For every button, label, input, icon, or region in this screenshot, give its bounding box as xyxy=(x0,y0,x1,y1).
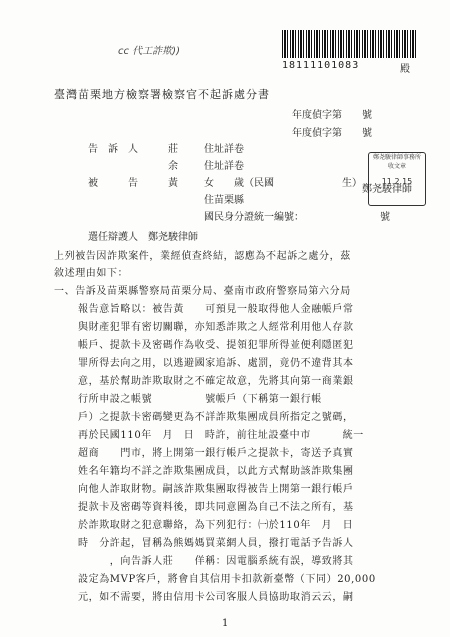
body-line: 設定為MVP客戶，將會自其信用卡扣款新臺幣（下同）20,000 xyxy=(78,574,376,585)
barcode-suffix: 殿 xyxy=(400,64,410,75)
body-line: 帳戶、提款卡及密碼作為收受、提領犯罪所得並便利隱匿犯 xyxy=(78,340,354,351)
body-line: 姓名年籍均不詳之詐欺集團成員，以此方式幫助該詐欺集團 xyxy=(78,466,354,477)
case-number-1: 年度偵字第 號 xyxy=(292,110,372,121)
defense-counsel: 選任辯護人 鄭尧駿律師 xyxy=(88,232,198,243)
defendant-id-suffix: 號 xyxy=(380,212,390,223)
intro-line-1: 上列被告因詐欺案件，業經偵查終結，認應為不起訴之處分，茲 xyxy=(54,251,351,262)
document-title: 臺灣苗栗地方檢察署檢察官不起訴處分書 xyxy=(54,88,270,101)
intro-line-2: 敘述理由如下： xyxy=(54,268,129,279)
defendant-label: 被 告 xyxy=(88,178,138,189)
defendant-address: 住苗栗縣 xyxy=(204,195,244,206)
body-line: 報告意旨略以：被告黃 可預見一般取得他人金融帳戶常 xyxy=(78,304,354,315)
stamp-signature: 鄭尧駿律師 xyxy=(362,184,412,195)
complainant-1-address: 住址詳卷 xyxy=(204,144,244,155)
body-line: 時 分許起，冒稱為熊媽媽買菜網人員，撥打電話予告訴人 xyxy=(78,538,354,549)
body-line: 向他人詐取財物。嗣該詐欺集團取得被告上開第一銀行帳戶 xyxy=(78,484,354,495)
defendant-name: 黃 xyxy=(168,178,178,189)
handwritten-note: cc 代工詐欺)) xyxy=(118,46,180,57)
body-line: 行所申設之帳號 號帳戶（下稱第一銀行帳 xyxy=(78,394,322,405)
received-stamp xyxy=(368,152,426,206)
stamp-line-3: 11.2.15 xyxy=(381,177,413,186)
body-line: 提款卡及密碼等資料後，即共同意圖為自己不法之所有，基 xyxy=(78,502,354,513)
defendant-birth-suffix: 生） xyxy=(342,178,362,189)
body-line: 戶）之提款卡密碼變更為不詳詐欺集團成員所指定之號碼， xyxy=(78,412,354,423)
stamp-line-1: 鄭尧駿律師事務所 xyxy=(372,154,421,161)
body-line: 於詐欺取財之犯意聯絡，為下列犯行：㈠於110年 月 日 xyxy=(78,520,354,531)
complainant-2-address: 住址詳卷 xyxy=(204,161,244,172)
page-number: 1 xyxy=(222,618,229,629)
complainant-label: 告 訴 人 xyxy=(88,144,138,155)
body-line: 超商 門市，將上開第一銀行帳戶之提款卡，寄送予真實 xyxy=(78,448,354,459)
body-line: ，向告訴人莊 佯稱：因電腦系統有誤，導致將其 xyxy=(78,556,354,567)
complainant-2-name: 余 xyxy=(168,161,178,172)
defendant-info: 女 歲（民國 xyxy=(204,178,274,189)
body-line: 一、告訴及苗栗縣警察局苗栗分局、臺南市政府警察局第六分局 xyxy=(54,286,351,297)
body-line: 再於民國110年 月 日 時許，前往址設臺中市 統一 xyxy=(78,430,364,441)
defendant-id: 國民身分證統一編號： xyxy=(204,212,304,223)
body-line: 與財產犯罪有密切關聯，亦知悉詐欺之人經常利用他人存款 xyxy=(78,322,354,333)
barcode-number: 18111101083 xyxy=(282,60,360,71)
case-number-2: 年度偵字第 號 xyxy=(292,128,372,139)
barcode-image xyxy=(282,30,418,58)
complainant-1-name: 莊 xyxy=(168,144,178,155)
stamp-line-2: 收文章 xyxy=(387,163,406,170)
body-line: 意，基於幫助詐欺取財之不確定故意，先將其向第一商業銀 xyxy=(78,376,354,387)
body-line: 元，如不需要，將由信用卡公司客服人員協助取消云云，嗣 xyxy=(78,592,354,603)
body-line: 罪所得去向之用，以逃避國家追訴、處罰，竟仍不違背其本 xyxy=(78,358,354,369)
